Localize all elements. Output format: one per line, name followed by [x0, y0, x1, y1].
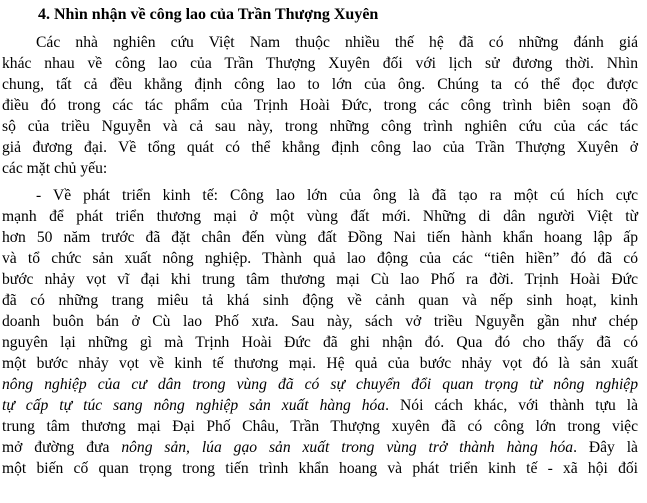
- paragraph-1-line-5: sộ của triều Nguyễn và cả sau này, trong những công trình nghiên cứu của các tác: [2, 118, 638, 135]
- paragraph-2-line-5: bước nhảy vọt vĩ đại khi trung tâm thương mại Cù lao Phố ra đời. Trịnh Hoài Đức: [2, 271, 638, 288]
- paragraph-2-line-3: hơn 50 năm trước đã đặt chân đến vùng đất Đồng Nai tiến hành khẩn hoang lập ấp: [2, 229, 638, 246]
- italic-phrase: nông sản, lúa gạo sản xuất trong vùng trở thành hàng hóa: [121, 439, 574, 456]
- paragraph-1-line-1: Các nhà nghiên cứu Việt Nam thuộc nhiều thế hệ đã có những đánh giá: [36, 34, 638, 51]
- paragraph-2-line-9: một bước nhảy vọt về kinh tế thương mại. Hệ quả của bước nhảy vọt đó là sản xuất: [2, 355, 638, 372]
- paragraph-1-line-2: khác nhau về công lao của Trần Thượng Xuyên đối với lịch sử đương thời. Nhìn: [2, 55, 638, 72]
- paragraph-1-line-3: chung, tất cả đều khẳng định công lao to lớn của ông. Chúng ta có thể đọc được: [2, 76, 638, 93]
- text-run: mở đường đưa: [2, 439, 122, 456]
- paragraph-2-line-14: một biến cố quan trọng trong tiến trình khẩn hoang và phát triển kinh tế - xã hội đối: [2, 460, 638, 477]
- paragraph-2-line-1: - Về phát triển kinh tế: Công lao lớn của ông là đã tạo ra một cú hích cực: [36, 187, 638, 204]
- paragraph-2-line-12: trung tâm thương mại Đại Phố Châu, Trần Thượng xuyên đã có công lớn trong việc: [2, 418, 638, 435]
- paragraph-2-line-11: [2, 395, 638, 416]
- paragraph-2-line-2: mạnh để phát triển thương mại ở một vùng đất mới. Những di dân người Việt từ: [2, 208, 638, 225]
- paragraph-1-line-6: giả đương đại. Về tổng quát có thể khẳng định công lao của Trần Thượng Xuyên ở: [2, 139, 638, 156]
- paragraph-2-line-6: đã có những trang miêu tả khá sinh động về cảnh quan và nếp sinh hoạt, kinh: [2, 292, 638, 309]
- paragraph-2-line-4: và tổ chức sản xuất nông nghiệp. Thành quả lao động của các “tiên hiền” đó đã có: [2, 250, 638, 267]
- paragraph-2-line-13: [2, 437, 638, 458]
- text-run: . Đây là: [573, 439, 638, 456]
- text-run: . Nói cách khác, với thành tựu là: [385, 397, 639, 414]
- paragraph-1-line-7: các mặt chủ yếu:: [2, 160, 108, 177]
- paragraph-2-line-8: nguyên lại những gì mà Trịnh Hoài Đức đã ghi nhận đó. Qua đó cho thấy đã có: [2, 334, 638, 351]
- italic-phrase: tự cấp tự túc sang nông nghiệp sản xuất hàng hóa: [2, 397, 386, 414]
- paragraph-2-line-10: [2, 374, 638, 395]
- italic-phrase: nông nghiệp của cư dân trong vùng đã có sự chuyển đổi quan trọng từ nông nghiệp: [2, 376, 638, 393]
- paragraph-2-line-7: doanh buôn bán ở Cù lao Phố xưa. Sau này, sách vở triều Nguyễn gần như chép: [2, 313, 638, 330]
- section-heading: 4. Nhìn nhận về công lao của Trần Thượng Xuyên: [38, 6, 379, 23]
- paragraph-1-line-4: điều đó trong các tác phẩm của Trịnh Hoài Đức, trong các công trình biên soạn đồ: [2, 97, 638, 114]
